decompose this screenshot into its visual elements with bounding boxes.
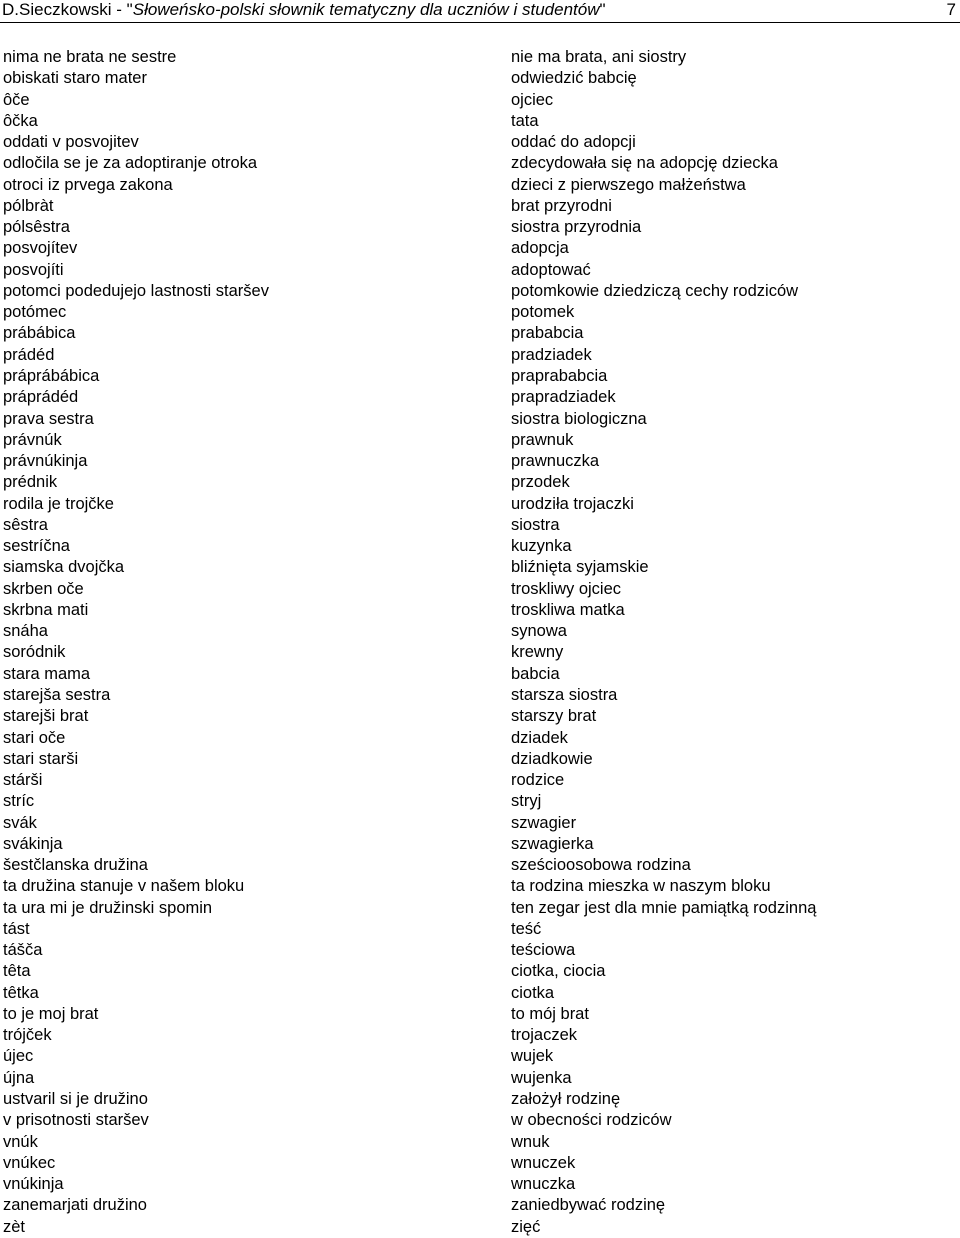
polish-translation: brat przyrodni: [511, 196, 612, 215]
slovene-term: vnúkinja: [3, 1175, 64, 1194]
slovene-term: têta: [3, 962, 31, 981]
slovene-term: práprábábica: [3, 366, 100, 385]
slovene-term: vnúk: [3, 1132, 38, 1151]
dictionary-entry: [0, 217, 960, 238]
slovene-term: snáha: [3, 622, 48, 641]
slovene-term: právnúk: [3, 430, 62, 449]
polish-translation: to mój brat: [511, 1004, 589, 1023]
dictionary-entry: [0, 940, 960, 961]
dictionary-entry: [0, 366, 960, 387]
dictionary-entry: [0, 961, 960, 982]
dictionary-entry: [0, 387, 960, 408]
slovene-term: têtka: [3, 983, 39, 1002]
polish-translation: zaniedbywać rodzinę: [511, 1196, 666, 1215]
slovene-term: odločila se je za adoptiranje otroka: [3, 154, 258, 173]
slovene-term: otroci iz prvega zakona: [3, 175, 173, 194]
polish-translation: sześcioosobowa rodzina: [511, 856, 691, 875]
slovene-term: ôče: [3, 90, 30, 109]
slovene-term: pólbràt: [3, 196, 54, 215]
dictionary-entry: [0, 196, 960, 217]
polish-translation: dziadek: [511, 728, 568, 747]
polish-translation: praprababcia: [511, 366, 608, 385]
dictionary-entry: [0, 1132, 960, 1153]
polish-translation: wnuczka: [511, 1175, 576, 1194]
dictionary-entry: [0, 451, 960, 472]
polish-translation: prawnuczka: [511, 452, 600, 471]
page-number: 7: [946, 0, 956, 19]
polish-translation: prawnuk: [511, 430, 574, 449]
dictionary-entry: [0, 175, 960, 196]
slovene-term: oddati v posvojitev: [3, 133, 139, 152]
slovene-term: tášča: [3, 941, 43, 960]
dictionary-entry: [0, 153, 960, 174]
dictionary-entries: [0, 47, 960, 1238]
polish-translation: trojaczek: [511, 1026, 578, 1045]
dictionary-entry: [0, 260, 960, 281]
slovene-term: zanemarjati družino: [3, 1196, 147, 1215]
polish-translation: szwagier: [511, 813, 577, 832]
slovene-term: rodila je trojčke: [3, 494, 114, 513]
polish-translation: teść: [511, 919, 542, 938]
title-suffix: ": [599, 0, 606, 19]
dictionary-entry: [0, 515, 960, 536]
dictionary-entry: [0, 706, 960, 727]
dictionary-entry: [0, 345, 960, 366]
dictionary-entry: [0, 983, 960, 1004]
polish-translation: potomkowie dziedziczą cechy rodziców: [511, 281, 799, 300]
polish-translation: prababcia: [511, 324, 584, 343]
dictionary-entry: [0, 1068, 960, 1089]
polish-translation: krewny: [511, 643, 564, 662]
slovene-term: starejša sestra: [3, 685, 111, 704]
dictionary-entry: [0, 323, 960, 344]
polish-translation: prapradziadek: [511, 388, 616, 407]
polish-translation: bliźnięta syjamskie: [511, 558, 649, 577]
polish-translation: zdecydowała się na adopcję dziecka: [511, 154, 778, 173]
dictionary-entry: [0, 68, 960, 89]
polish-translation: w obecności rodziców: [511, 1111, 672, 1130]
slovene-term: sestríčna: [3, 537, 70, 556]
polish-translation: pradziadek: [511, 345, 592, 364]
slovene-term: ustvaril si je družino: [3, 1090, 148, 1109]
slovene-term: posvojíti: [3, 260, 64, 279]
slovene-term: újna: [3, 1068, 35, 1087]
dictionary-entry: [0, 685, 960, 706]
dictionary-entry: [0, 536, 960, 557]
dictionary-entry: [0, 281, 960, 302]
dictionary-entry: [0, 791, 960, 812]
polish-translation: stryj: [511, 792, 542, 811]
polish-translation: ta rodzina mieszka w naszym bloku: [511, 877, 771, 896]
dictionary-entry: [0, 132, 960, 153]
dictionary-entry: [0, 472, 960, 493]
dictionary-entry: [0, 876, 960, 897]
dictionary-entry: [0, 813, 960, 834]
dictionary-entry: [0, 494, 960, 515]
polish-translation: ciotka, ciocia: [511, 962, 606, 981]
dictionary-entry: [0, 302, 960, 323]
dictionary-entry: [0, 557, 960, 578]
slovene-term: soródnik: [3, 643, 66, 662]
dictionary-entry: [0, 409, 960, 430]
dictionary-entry: [0, 1153, 960, 1174]
polish-translation: dziadkowie: [511, 749, 593, 768]
polish-translation: rodzice: [511, 771, 565, 790]
document-title: [2, 0, 606, 20]
polish-translation: siostra: [511, 515, 560, 534]
slovene-term: právnúkinja: [3, 452, 88, 471]
dictionary-entry: [0, 600, 960, 621]
polish-translation: troskliwa matka: [511, 600, 625, 619]
slovene-term: trójček: [3, 1026, 52, 1045]
slovene-term: prábábica: [3, 324, 76, 343]
dictionary-entry: [0, 1174, 960, 1195]
polish-translation: ten zegar jest dla mnie pamiątką rodzinną: [511, 898, 817, 917]
dictionary-entry: [0, 664, 960, 685]
dictionary-entry: [0, 749, 960, 770]
dictionary-entry: [0, 579, 960, 600]
dictionary-entry: [0, 1195, 960, 1216]
slovene-term: vnúkec: [3, 1153, 56, 1172]
slovene-term: prédnik: [3, 473, 58, 492]
slovene-term: potomci podedujejo lastnosti staršev: [3, 281, 269, 300]
slovene-term: potómec: [3, 303, 67, 322]
slovene-term: skrben oče: [3, 579, 84, 598]
polish-translation: ciotka: [511, 983, 555, 1002]
slovene-term: stárši: [3, 771, 43, 790]
polish-translation: zięć: [511, 1217, 541, 1236]
polish-translation: troskliwy ojciec: [511, 579, 622, 598]
polish-translation: wnuczek: [511, 1153, 576, 1172]
slovene-term: ta ura mi je družinski spomin: [3, 898, 213, 917]
dictionary-entry: [0, 90, 960, 111]
slovene-term: obiskati staro mater: [3, 69, 147, 88]
title-prefix: D.Sieczkowski - ": [2, 0, 133, 19]
dictionary-entry: [0, 1025, 960, 1046]
polish-translation: szwagierka: [511, 834, 594, 853]
polish-translation: babcia: [511, 664, 560, 683]
dictionary-entry: [0, 855, 960, 876]
dictionary-entry: [0, 1089, 960, 1110]
polish-translation: kuzynka: [511, 537, 572, 556]
polish-translation: odwiedzić babcię: [511, 69, 637, 88]
polish-translation: dzieci z pierwszego małżeństwa: [511, 175, 746, 194]
dictionary-entry: [0, 238, 960, 259]
slovene-term: skrbna mati: [3, 600, 89, 619]
dictionary-entry: [0, 834, 960, 855]
polish-translation: wujenka: [511, 1068, 572, 1087]
page-header: [0, 0, 960, 23]
polish-translation: potomek: [511, 303, 575, 322]
polish-translation: synowa: [511, 622, 567, 641]
slovene-term: tást: [3, 919, 30, 938]
slovene-term: ta družina stanuje v našem bloku: [3, 877, 245, 896]
slovene-term: ôčka: [3, 111, 38, 130]
polish-translation: oddać do adopcji: [511, 133, 636, 152]
polish-translation: siostra przyrodnia: [511, 218, 642, 237]
polish-translation: siostra biologiczna: [511, 409, 647, 428]
slovene-term: starejši brat: [3, 707, 89, 726]
dictionary-entry: [0, 898, 960, 919]
dictionary-entry: [0, 430, 960, 451]
dictionary-entry: [0, 621, 960, 642]
dictionary-entry: [0, 1110, 960, 1131]
polish-translation: starsza siostra: [511, 685, 618, 704]
slovene-term: prádéd: [3, 345, 55, 364]
slovene-term: siamska dvojčka: [3, 558, 125, 577]
polish-translation: nie ma brata, ani siostry: [511, 48, 687, 66]
dictionary-entry: [0, 728, 960, 749]
slovene-term: sêstra: [3, 515, 48, 534]
polish-translation: tata: [511, 111, 539, 130]
polish-translation: urodziła trojaczki: [511, 494, 634, 513]
polish-translation: wujek: [511, 1047, 554, 1066]
slovene-term: v prisotnosti staršev: [3, 1111, 149, 1130]
polish-translation: starszy brat: [511, 707, 597, 726]
title-italic: Słoweńsko-polski słownik tematyczny dla uczniów i studentów: [132, 0, 600, 19]
slovene-term: zèt: [3, 1217, 26, 1236]
slovene-term: stríc: [3, 792, 35, 811]
dictionary-entry: [0, 1046, 960, 1067]
polish-translation: przodek: [511, 473, 570, 492]
polish-translation: założył rodzinę: [511, 1090, 621, 1109]
polish-translation: adoptować: [511, 260, 591, 279]
slovene-term: svákinja: [3, 834, 63, 853]
polish-translation: adopcja: [511, 239, 569, 258]
dictionary-entry: [0, 642, 960, 663]
polish-translation: teściowa: [511, 941, 576, 960]
slovene-term: šestčlanska družina: [3, 856, 148, 875]
polish-translation: wnuk: [511, 1132, 550, 1151]
slovene-term: prava sestra: [3, 409, 94, 428]
slovene-term: pólsêstra: [3, 218, 70, 237]
slovene-term: svák: [3, 813, 37, 832]
slovene-term: stara mama: [3, 664, 91, 683]
dictionary-entry: [0, 919, 960, 940]
slovene-term: práprádéd: [3, 388, 79, 407]
dictionary-entry: [0, 47, 960, 68]
dictionary-entry: [0, 770, 960, 791]
slovene-term: nima ne brata ne sestre: [3, 48, 177, 66]
dictionary-entry: [0, 1004, 960, 1025]
slovene-term: stari oče: [3, 728, 66, 747]
polish-translation: ojciec: [511, 90, 554, 109]
slovene-term: posvojítev: [3, 239, 78, 258]
slovene-term: to je moj brat: [3, 1004, 99, 1023]
slovene-term: újec: [3, 1047, 34, 1066]
slovene-term: stari starši: [3, 749, 79, 768]
dictionary-entry: [0, 111, 960, 132]
